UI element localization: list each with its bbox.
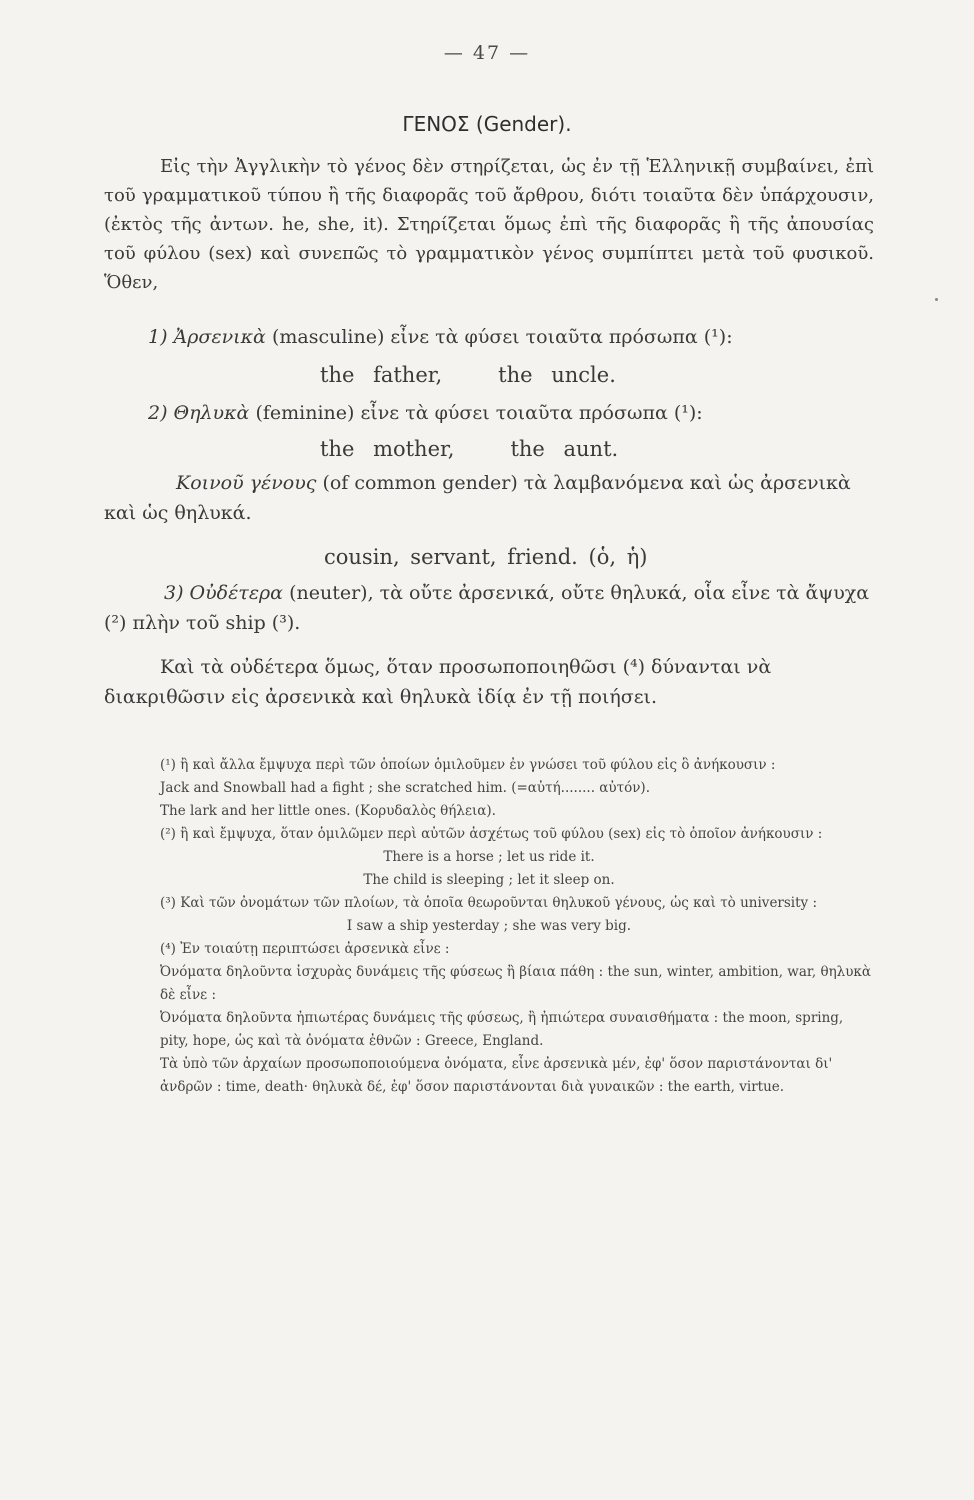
neuter-entry xyxy=(104,578,874,638)
masculine-note-ref: (¹): xyxy=(703,326,733,348)
footnote-4: (⁴) Ἐν τοιαύτῃ περιπτώσει ἀρσενικὰ εἶνε : xyxy=(160,941,450,957)
feminine-text: (feminine) εἶνε τὰ φύσει τοιαῦτα πρόσωπα xyxy=(255,402,668,424)
common-entry xyxy=(104,468,874,528)
neuter-text: (neuter), τὰ οὔτε ἀρσενικά, οὔτε θηλυκά, οἷα εἶνε τὰ ἄψυχα (²) πλὴν τοῦ ship (³). xyxy=(104,582,870,634)
masculine-label: 1) Ἀρσενικὰ xyxy=(148,326,266,348)
feminine-examples: the mother, the aunt. xyxy=(320,437,619,461)
footnote-3: (³) Καὶ τῶν ὀνομάτων τῶν πλοίων, τὰ ὁποῖα θεωροῦνται θηλυκοῦ γένους, ὡς καὶ τὸ university : xyxy=(160,895,818,911)
speck xyxy=(935,298,938,301)
footnote-4-feminine: Ὀνόματα δηλοῦντα ἠπιωτέρας δυνάμεις τῆς φύσεως, ἢ ἠπιώτερα συναισθήματα : the moon, spring, pity, hope, ὡς καὶ τὰ ὀνόματα ἐθνῶν : Greece, England. xyxy=(160,1010,844,1049)
footnote-1-example-2: The lark and her little ones. (Κορυδαλὸς θήλεια). xyxy=(160,803,496,819)
feminine-label: 2) Θηλυκὰ xyxy=(148,402,250,424)
common-examples: cousin, servant, friend. (ὁ, ἡ) xyxy=(324,545,648,569)
common-text: (of common gender) τὰ λαμβανόμενα καὶ ὡς ἀρσενικὰ καὶ ὡς θηλυκά. xyxy=(104,472,851,524)
footnote-2-example-1: There is a horse ; let us ride it. xyxy=(383,849,595,865)
masculine-examples: the father, the uncle. xyxy=(320,363,616,387)
masculine-entry xyxy=(148,322,878,352)
masculine-text: (masculine) εἶνε τὰ φύσει τοιαῦτα πρόσωπα xyxy=(271,326,698,348)
footnote-3-example-1: I saw a ship yesterday ; she was very big. xyxy=(346,918,632,934)
footnote-2: (²) ἢ καὶ ἔμψυχα, ὅταν ὁμιλῶμεν περὶ αὐτῶν ἀσχέτως τοῦ φύλου (sex) εἰς τὸ ὁποῖον ἀνήκουσιν : xyxy=(160,826,823,842)
footnote-1-example-1: Jack and Snowball had a fight ; she scratched him. (=αὐτή........ αὐτόν). xyxy=(160,780,650,796)
page-number: — 47 — xyxy=(443,42,531,64)
intro-paragraph: Εἰς τὴν Ἀγγλικὴν τὸ γένος δὲν στηρίζεται, ὡς ἐν τῇ Ἑλληνικῇ συμβαίνει, ἐπὶ τοῦ γραμματικοῦ τύπου ἢ τῆς διαφορᾶς τοῦ ἄρθρου, διότι τοιαῦτα δὲν ὑπάρχουσιν, (ἐκτὸς τῆς ἀντων. he, she, it). Στηρίζεται ὅμως ἐπὶ τῆς διαφορᾶς ἢ τῆς ἀπουσίας τοῦ φύλου (sex) καὶ συνεπῶς τὸ γραμματικὸν γένος συμπίπτει μετὰ τοῦ φυσικοῦ. Ὅθεν, xyxy=(104,156,874,293)
neuter-continuation: Καὶ τὰ οὐδέτερα ὅμως, ὅταν προσωποποιηθῶσι (⁴) δύνανται νὰ διακριθῶσιν εἰς ἀρσενικὰ καὶ θηλυκὰ ἰδίᾳ ἐν τῇ ποιήσει. xyxy=(104,656,772,708)
common-label: Κοινοῦ γένους xyxy=(176,472,317,494)
footnote-4-masculine: Ὀνόματα δηλοῦντα ἰσχυρὰς δυνάμεις τῆς φύσεως ἢ βίαια πάθη : the sun, winter, ambition, war, θηλυκὰ δὲ εἶνε : xyxy=(160,964,871,1003)
footnotes xyxy=(104,754,874,1099)
footnote-4-ancient: Τὰ ὑπὸ τῶν ἀρχαίων προσωποποιούμενα ὀνόματα, εἶνε ἀρσενικὰ μέν, ἐφ' ὅσον παριστάνονται δι' ἀνδρῶν : time, death· θηλυκὰ δέ, ἐφ' ὅσον παριστάνονται διὰ γυναικῶν : the earth, virtue. xyxy=(160,1056,833,1095)
feminine-entry xyxy=(148,398,878,428)
footnote-2-example-2: The child is sleeping ; let it sleep on. xyxy=(363,872,615,888)
page-title: ΓΕΝΟΣ (Gender). xyxy=(402,112,572,136)
neuter-label: 3) Οὐδέτερα xyxy=(164,582,284,604)
feminine-note-ref: (¹): xyxy=(673,402,703,424)
footnote-1: (¹) ἢ καὶ ἄλλα ἔμψυχα περὶ τῶν ὁποίων ὁμιλοῦμεν ἐν γνώσει τοῦ φύλου εἰς ὃ ἀνήκουσιν : xyxy=(160,757,776,773)
